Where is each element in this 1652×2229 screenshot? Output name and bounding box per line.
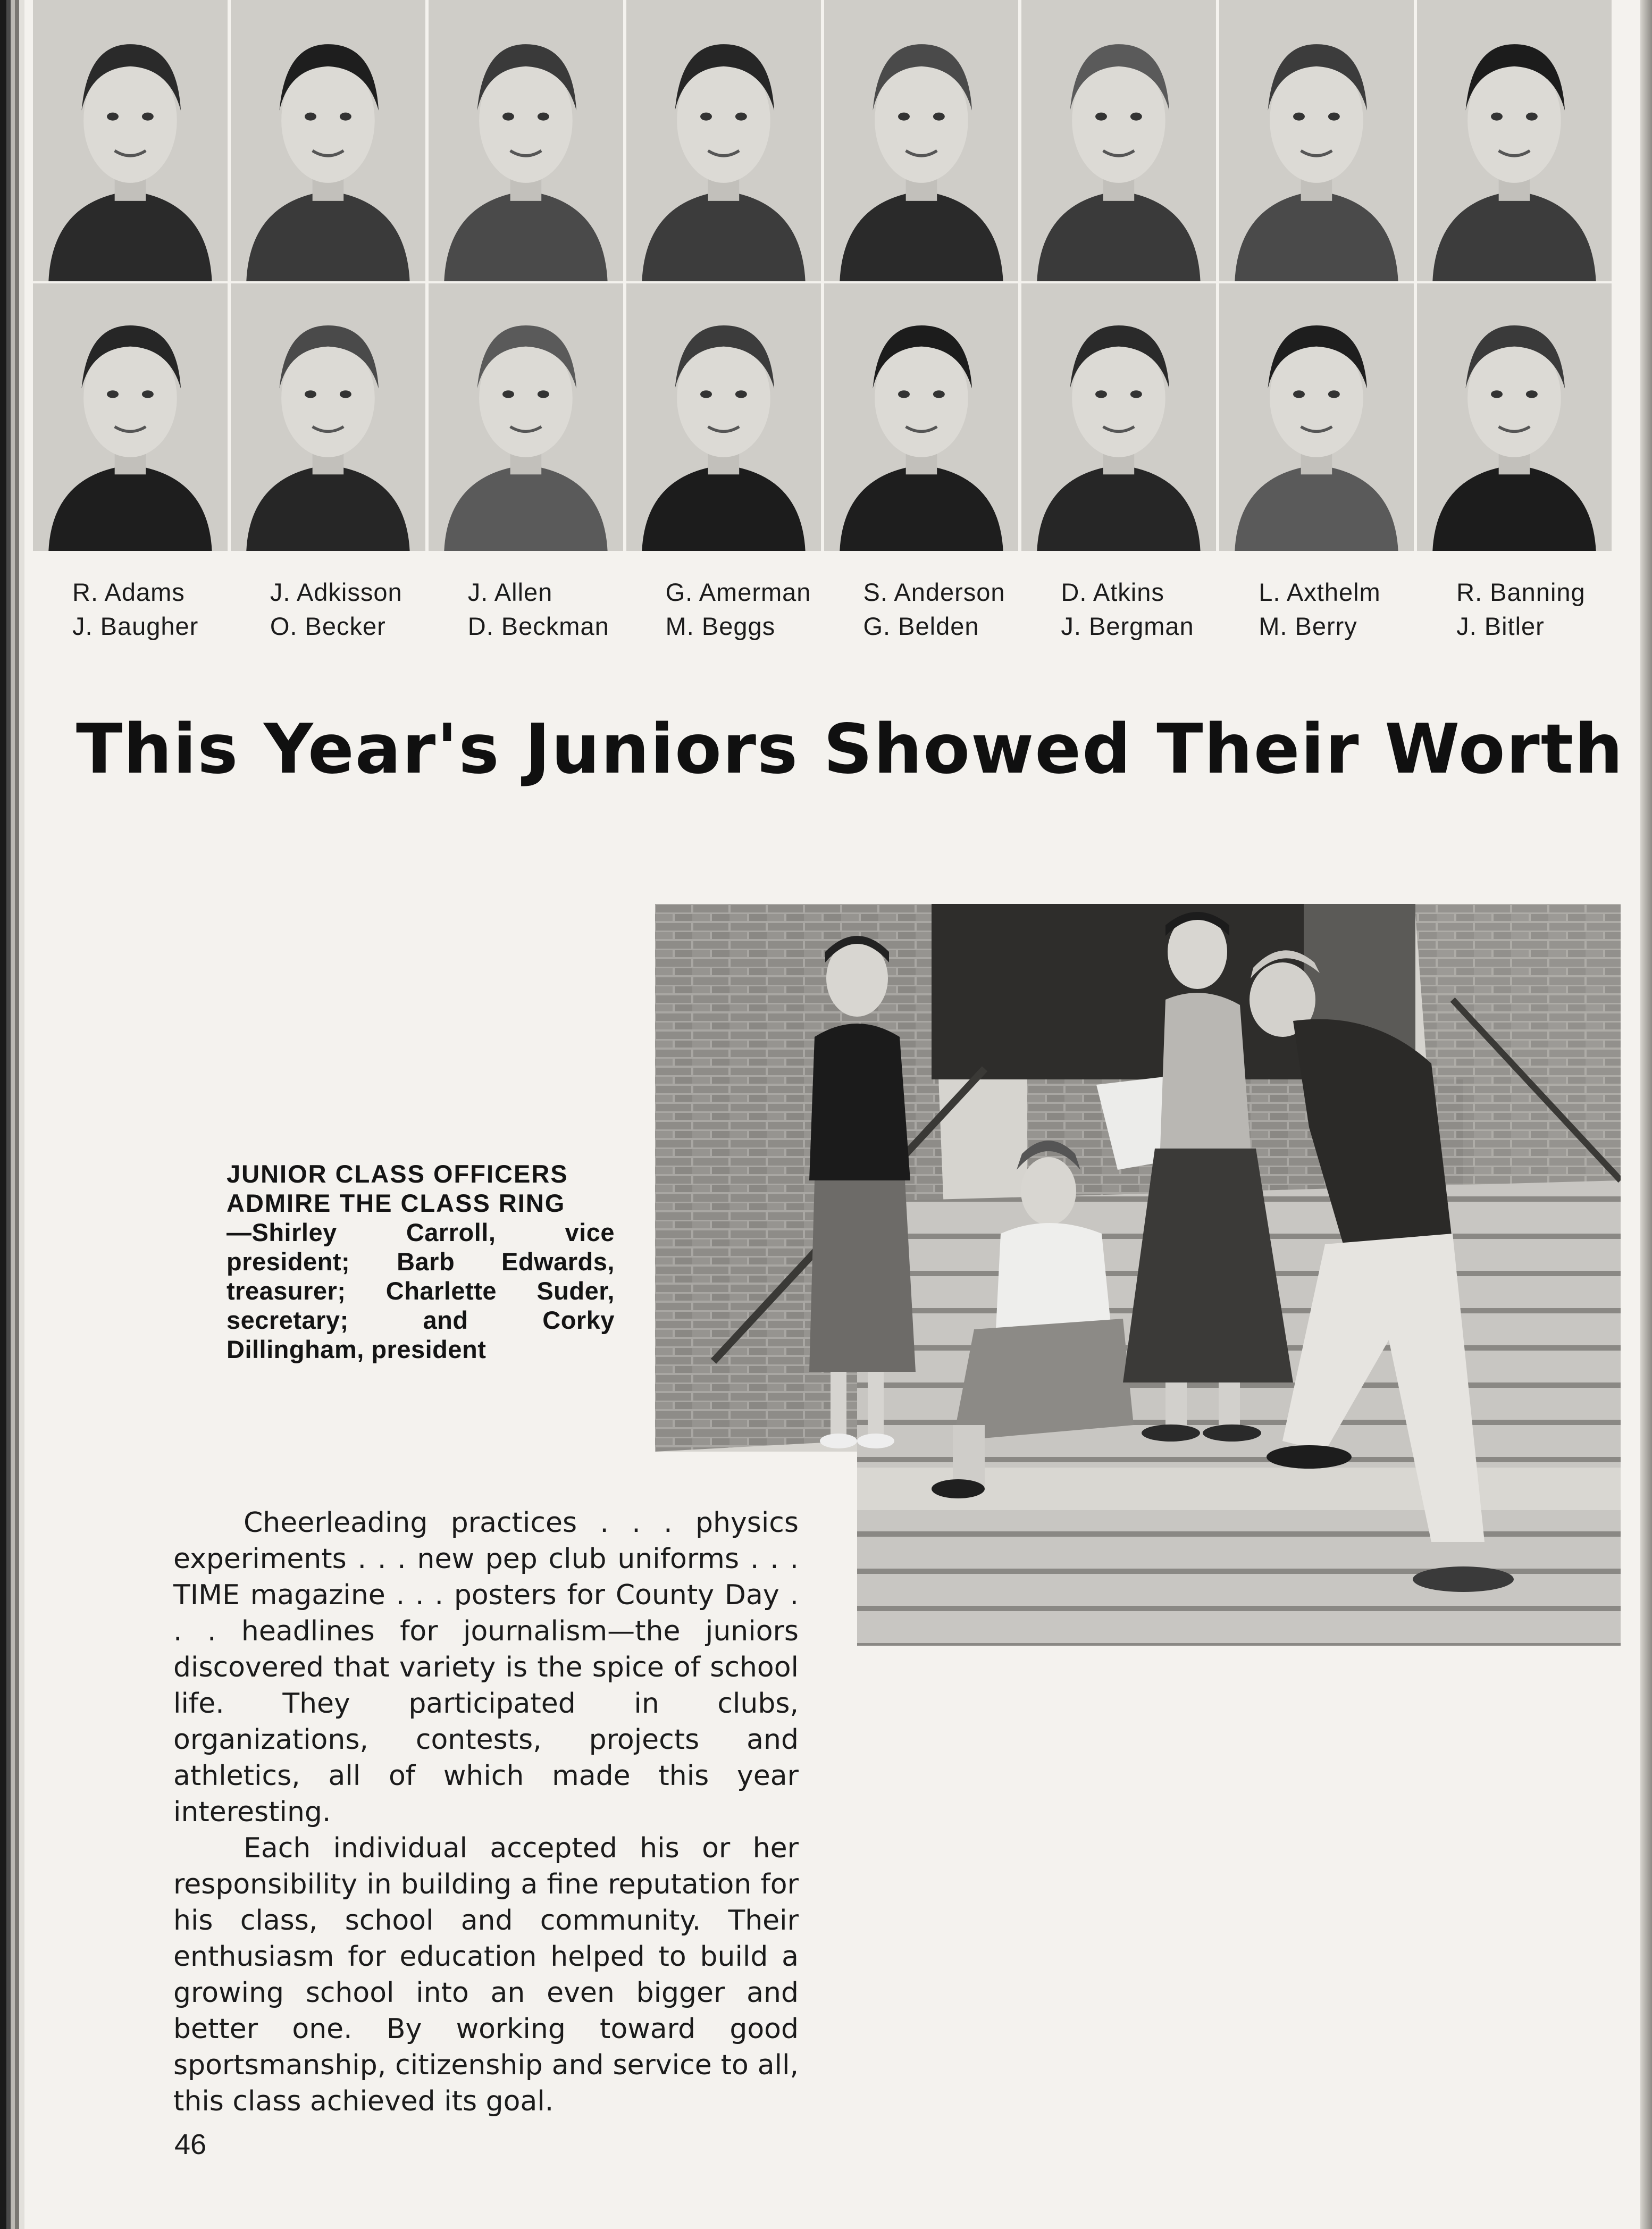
headline-text: This Year's Juniors Showed Their Worth <box>76 710 1624 789</box>
stairwell-photo-graphic <box>655 904 1621 1646</box>
student-name-top: R. Banning <box>1456 578 1586 606</box>
student-portrait <box>1417 283 1615 553</box>
student-name-bottom: G. Belden <box>863 612 979 640</box>
body-paragraph-1: Cheerleading practices . . . physics experiments . . . new pep club uniforms . . . TIME magazine . . . posters for County Day . . . headlines for journalism—the juniors discovered that variety is the spice of school life. They participated in clubs, organizations, contests, projects and athletics, all of which made this year interesting. <box>173 1507 799 1828</box>
student-name-bottom: O. Becker <box>270 612 386 640</box>
student-portrait <box>1021 283 1219 553</box>
name-column <box>1219 575 1417 660</box>
body-paragraph-2: Each individual accepted his or her responsibility in building a fine reputation for his class, school and community. Their enthusiasm for education helped to build a growing school into an even bigger and better one. By working toward good sportsmanship, citizenship and service to all, this class achieved its goal. <box>173 1832 799 2117</box>
student-name-bottom: D. Beckman <box>467 612 609 640</box>
student-portrait <box>33 283 231 553</box>
student-name-top: S. Anderson <box>863 578 1005 606</box>
student-portrait <box>1417 0 1615 283</box>
portrait-grid <box>33 0 1615 553</box>
page-right-edge <box>1640 0 1652 2229</box>
caption-title-line-1: JUNIOR CLASS OFFICERS <box>227 1160 568 1188</box>
student-name-top: R. Adams <box>72 578 185 606</box>
student-portrait <box>626 0 824 283</box>
name-column <box>626 575 824 660</box>
page-number: 46 <box>174 2129 207 2160</box>
name-column <box>231 575 429 660</box>
student-portrait <box>231 0 429 283</box>
student-portrait <box>33 0 231 283</box>
student-portrait <box>231 283 429 553</box>
student-name-top: J. Adkisson <box>270 578 402 606</box>
student-portrait <box>429 0 626 283</box>
student-name-bottom: J. Bergman <box>1061 612 1194 640</box>
name-column <box>429 575 626 660</box>
student-portrait <box>1219 283 1417 553</box>
student-name-bottom: J. Bitler <box>1456 612 1545 640</box>
page-binding-edge <box>0 0 24 2229</box>
article-body <box>173 1505 799 2119</box>
student-portrait <box>429 283 626 553</box>
name-column <box>1417 575 1615 660</box>
student-name-top: D. Atkins <box>1061 578 1164 606</box>
student-name-bottom: M. Berry <box>1259 612 1357 640</box>
name-column <box>1021 575 1219 660</box>
student-portrait <box>1021 0 1219 283</box>
photo-caption <box>227 1159 615 1364</box>
page-headline <box>0 710 1652 789</box>
caption-text: —Shirley Carroll, vice president; Barb Edwards, treasurer; Charlette Suder, secretary; and Corky Dillingham, president <box>227 1218 615 1363</box>
caption-title-line-2: ADMIRE THE CLASS RING <box>227 1189 566 1217</box>
name-column <box>33 575 231 660</box>
name-rows <box>33 575 1615 660</box>
student-name-bottom: M. Beggs <box>665 612 776 640</box>
student-portrait <box>626 283 824 553</box>
student-name-top: J. Allen <box>467 578 553 606</box>
student-name-top: L. Axthelm <box>1259 578 1381 606</box>
student-portrait <box>824 283 1022 553</box>
student-name-bottom: J. Baugher <box>72 612 199 640</box>
student-portrait <box>824 0 1022 283</box>
student-name-top: G. Amerman <box>665 578 811 606</box>
name-column <box>824 575 1022 660</box>
student-portrait <box>1219 0 1417 283</box>
class-officers-photo <box>655 904 1621 1646</box>
